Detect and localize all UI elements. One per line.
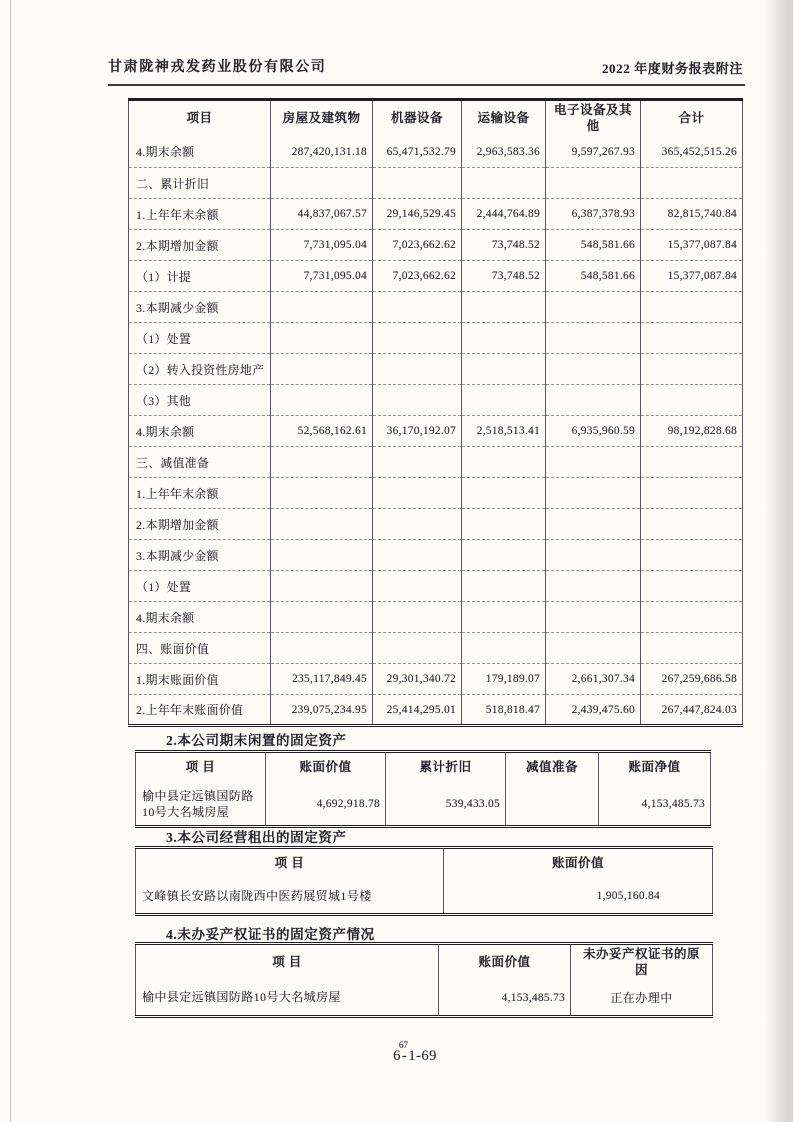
page-number-dash: -: [401, 1048, 408, 1064]
column-header: 项 目: [272, 954, 302, 969]
table-header-row: [136, 944, 713, 981]
cell-value: [506, 783, 599, 827]
cell-value: [373, 478, 462, 509]
cell-label: 二、累计折旧: [129, 168, 271, 199]
cell-value: 7,731,095.04: [271, 261, 373, 292]
cell-value: 73,748.52: [462, 230, 546, 261]
cell-value: [271, 447, 373, 478]
page-number-right: 1-69: [408, 1048, 437, 1064]
table-row: [129, 261, 743, 292]
column-header: 账面净值: [599, 752, 711, 783]
cell-label: 四、账面价值: [129, 633, 271, 664]
cell-value: [271, 602, 373, 633]
cell-value: 179,189.07: [462, 664, 546, 695]
page-number-left: 6: [393, 1048, 401, 1064]
table-row: [129, 478, 743, 509]
cell-value: [373, 354, 462, 385]
cell-value: 2,661,307.34: [546, 664, 641, 695]
cell-value: [462, 509, 546, 540]
cell-value: 4,692,918.78: [266, 783, 386, 827]
cell-label: 2.本期增加金额: [129, 509, 271, 540]
report-title: 2022 年度财务报表附注: [601, 61, 743, 76]
cell-value: [271, 385, 373, 416]
cell-label: 榆中县定远镇国防路10号大名城房屋: [142, 990, 341, 1005]
cell-value: [271, 323, 373, 354]
cell-value: 548,581.66: [546, 261, 641, 292]
cell-value: [373, 509, 462, 540]
cell-value: [641, 602, 743, 633]
cell-value: 2,439,475.60: [546, 695, 641, 726]
cell-value: [641, 354, 743, 385]
cell-value: 235,117,849.45: [271, 664, 373, 695]
scan-edge-line: [10, 0, 11, 1122]
cell-value: 6,387,378.93: [546, 199, 641, 230]
cell-value: 7,023,662.62: [373, 230, 462, 261]
cell-value: 65,471,532.79: [373, 137, 462, 168]
cell-value: [271, 633, 373, 664]
cell-value: [373, 571, 462, 602]
table-row: [129, 137, 743, 168]
cell-value: [373, 540, 462, 571]
cell-value: [271, 168, 373, 199]
cell-value: 267,447,824.03: [641, 695, 743, 726]
fixed-assets-table-header: [129, 100, 743, 137]
cell-value: [641, 447, 743, 478]
idle-assets-table: [135, 750, 711, 828]
column-header: 项目: [186, 110, 213, 125]
cell-value: [462, 633, 546, 664]
company-name: 甘肃陇神戎发药业股份有限公司: [108, 60, 327, 75]
cell-value: 548,581.66: [546, 230, 641, 261]
cell-value: [641, 509, 743, 540]
table-row: [129, 292, 743, 323]
cell-value: [462, 385, 546, 416]
cell-value: [641, 540, 743, 571]
table-row: [129, 695, 743, 726]
cell-value: [373, 447, 462, 478]
cell-value: 98,192,828.68: [641, 416, 743, 447]
cell-value: [546, 354, 641, 385]
cell-value: [271, 354, 373, 385]
cell-value: [546, 571, 641, 602]
cell-label: （1）处置: [129, 323, 271, 354]
table-row: [129, 447, 743, 478]
cell-label: （2）转入投资性房地产: [129, 354, 271, 385]
cell-value: 239,075,234.95: [271, 695, 373, 726]
table-row: [129, 540, 743, 571]
cell-value: 267,259,686.58: [641, 664, 743, 695]
cell-value: [462, 354, 546, 385]
cell-value: 2,518,513.41: [462, 416, 546, 447]
cell-value: [546, 509, 641, 540]
table-row: [129, 571, 743, 602]
cell-value: 4,153,485.73: [439, 980, 571, 1016]
cell-value: [373, 168, 462, 199]
cell-label: 4.期末余额: [129, 602, 271, 633]
scan-shadow: [765, 0, 793, 1122]
column-header: 未办妥产权证书的原因: [571, 944, 713, 981]
table-row: [129, 168, 743, 199]
cell-label: 3.本期减少金额: [129, 540, 271, 571]
table-row: [129, 633, 743, 664]
cell-value: 44,837,067.57: [271, 199, 373, 230]
column-header: 项 目: [274, 855, 305, 870]
cell-value: [546, 447, 641, 478]
header-rule: [108, 84, 745, 86]
cell-value: [462, 168, 546, 199]
cell-value: [546, 602, 641, 633]
column-header: 账面价值: [444, 848, 713, 879]
column-header: 账面价值: [439, 944, 571, 981]
table-row: [129, 664, 743, 695]
column-header: 合计: [641, 100, 743, 137]
cell-value: 2,963,583.36: [462, 137, 546, 168]
cell-value: [271, 540, 373, 571]
table-header-row: [136, 752, 711, 783]
column-header: 房屋及建筑物: [271, 100, 373, 137]
column-header: 运输设备: [462, 100, 546, 137]
cell-value: 539,433.05: [386, 783, 506, 827]
cell-value: [271, 509, 373, 540]
column-header: 减值准备: [506, 752, 599, 783]
table-header-row: [129, 100, 743, 137]
cell-value: 7,023,662.62: [373, 261, 462, 292]
no-certificate-assets-table: [135, 942, 713, 1018]
cell-value: 6,935,960.59: [546, 416, 641, 447]
cell-value: [373, 602, 462, 633]
table-row: [136, 879, 713, 915]
cell-value: [641, 323, 743, 354]
leased-assets-table: [135, 846, 713, 916]
cell-value: 正在办理中: [571, 980, 713, 1016]
column-header: 累计折旧: [386, 752, 506, 783]
cell-value: 36,170,192.07: [373, 416, 462, 447]
table-row: [129, 199, 743, 230]
cell-label: （1）处置: [129, 571, 271, 602]
cell-label: 4.期末余额: [129, 137, 271, 168]
table-row: [129, 354, 743, 385]
table-row: [136, 980, 713, 1016]
cell-value: 15,377,087.84: [641, 230, 743, 261]
table-row: [129, 323, 743, 354]
page-number-superscript: 67: [398, 1040, 408, 1050]
cell-value: 82,815,740.84: [641, 199, 743, 230]
cell-value: [462, 602, 546, 633]
cell-value: [546, 478, 641, 509]
cell-value: 2,444,764.89: [462, 199, 546, 230]
cell-value: [373, 292, 462, 323]
cell-value: 52,568,162.61: [271, 416, 373, 447]
cell-value: 9,597,267.93: [546, 137, 641, 168]
cell-label: 1.上年年末余额: [129, 478, 271, 509]
cell-label: 三、减值准备: [129, 447, 271, 478]
cell-label: 1.上年年末余额: [129, 199, 271, 230]
cell-label: （1）计提: [129, 261, 271, 292]
cell-value: 1,905,160.84: [444, 879, 713, 915]
column-header: 电子设备及其他: [546, 100, 641, 137]
cell-value: [271, 478, 373, 509]
cell-value: 29,301,340.72: [373, 664, 462, 695]
cell-value: 25,414,295.01: [373, 695, 462, 726]
cell-label: 1.期末账面价值: [129, 664, 271, 695]
cell-value: [641, 168, 743, 199]
table-row: [129, 509, 743, 540]
cell-value: 4,153,485.73: [599, 783, 711, 827]
caption-no-certificate-assets: 4.未办妥产权证书的固定资产情况: [166, 927, 375, 942]
cell-label: 榆中县定远镇国防路10号大名城房屋: [142, 788, 254, 819]
cell-value: [546, 168, 641, 199]
cell-value: [546, 633, 641, 664]
cell-value: [462, 571, 546, 602]
cell-value: 15,377,087.84: [641, 261, 743, 292]
cell-label: （3）其他: [129, 385, 271, 416]
cell-value: [546, 292, 641, 323]
table-row: [129, 602, 743, 633]
fixed-assets-table-body: [129, 137, 743, 726]
cell-value: 7,731,095.04: [271, 230, 373, 261]
table-row: [129, 385, 743, 416]
column-header: 账面价值: [266, 752, 386, 783]
cell-value: [641, 478, 743, 509]
fixed-assets-table: [128, 98, 743, 727]
cell-value: [462, 447, 546, 478]
table-row: [129, 416, 743, 447]
cell-value: 29,146,529.45: [373, 199, 462, 230]
cell-value: [462, 323, 546, 354]
column-header: 机器设备: [373, 100, 462, 137]
cell-value: 365,452,515.26: [641, 137, 743, 168]
cell-value: [546, 540, 641, 571]
cell-value: [373, 323, 462, 354]
cell-value: [641, 385, 743, 416]
cell-value: [641, 571, 743, 602]
cell-label: 文峰镇长安路以南陇西中医药展贸城1号楼: [142, 888, 372, 903]
cell-value: 287,420,131.18: [271, 137, 373, 168]
cell-value: [373, 385, 462, 416]
cell-label: 3.本期减少金额: [129, 292, 271, 323]
cell-value: 73,748.52: [462, 261, 546, 292]
table-row: [129, 230, 743, 261]
caption-idle-assets: 2.本公司期末闲置的固定资产: [166, 733, 347, 748]
cell-value: [546, 323, 641, 354]
cell-value: [641, 292, 743, 323]
cell-value: [641, 633, 743, 664]
caption-leased-assets: 3.本公司经营租出的固定资产: [166, 830, 347, 845]
cell-value: [462, 292, 546, 323]
cell-value: [462, 478, 546, 509]
cell-value: [462, 540, 546, 571]
cell-value: [271, 292, 373, 323]
cell-value: [373, 633, 462, 664]
column-header: 项 目: [185, 759, 216, 774]
cell-label: 4.期末余额: [129, 416, 271, 447]
table-row: [136, 783, 711, 827]
page-number: [85, 1040, 745, 1065]
cell-label: 2.本期增加金额: [129, 230, 271, 261]
cell-value: 518,818.47: [462, 695, 546, 726]
cell-label: 2.上年年末账面价值: [136, 703, 244, 717]
cell-value: [271, 571, 373, 602]
table-header-row: [136, 848, 713, 879]
cell-value: [546, 385, 641, 416]
